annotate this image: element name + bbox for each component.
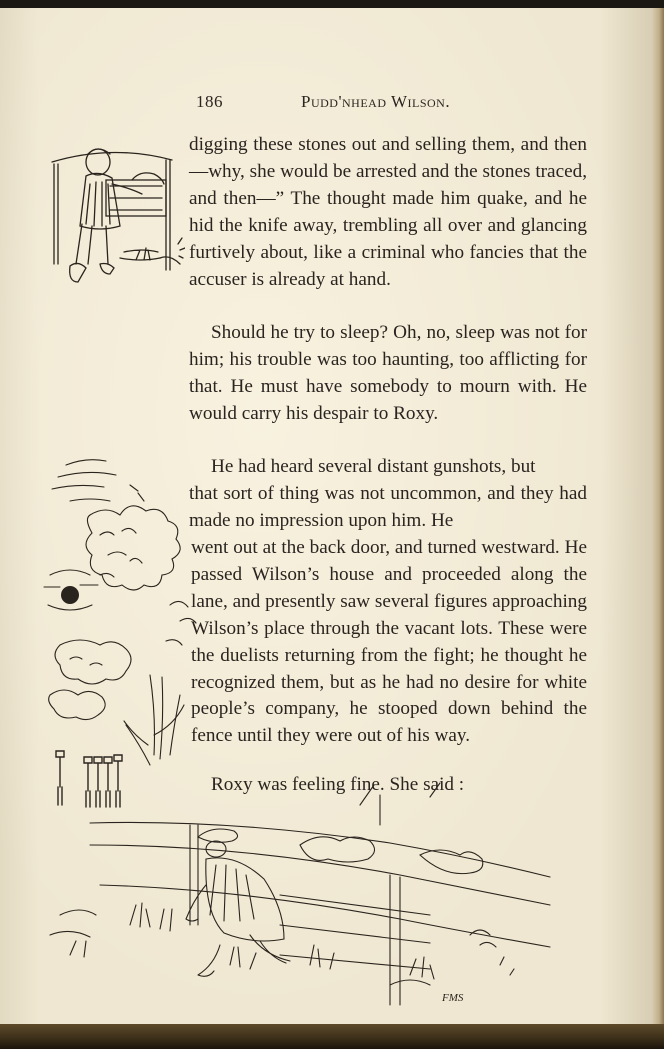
paragraph-1: digging these stones out and selling them, and then—why, she would be arrested and the stones traced, and then—” The thought made him quake, and he hid the knife away, trembling all over and glancing furtively about, like a criminal who fancies that the accuser is already at hand. [189,134,587,290]
page-number: 186 [196,92,223,111]
illustration-figure-at-box [40,140,185,290]
page-edge [652,8,664,1024]
paragraph-3-rest: went out at the back door, and turned westward. He passed Wilson’s house and proceeded along the lane, and presently saw several figures approaching Wilson’s place through the vacant lots. These were the duelists returning from the fight; he thought he recognized them, but as he had no desire for white people’s company, he stooped down behind the fence until they were out of his way. [191,537,587,747]
artist-signature: FMS [442,992,464,1004]
paragraph-2: Should he try to sleep? Oh, no, sleep was not for him; his trouble was too haunting, too afflicting for that. He must have somebody to mourn with. He would carry his despair to Roxy. [189,322,587,424]
paragraph-3-line-2: that sort of thing was not uncommon, and they had made no impression upon him. He [189,483,587,531]
paragraph-3-line-1: He had heard several distant gunshots, but [211,456,536,477]
paragraph-4: Roxy was feeling fine. She said : [211,774,465,795]
running-title: Pudd'nhead Wilson. [301,92,451,111]
book-cover-edge [0,1024,664,1049]
running-head [196,92,616,122]
